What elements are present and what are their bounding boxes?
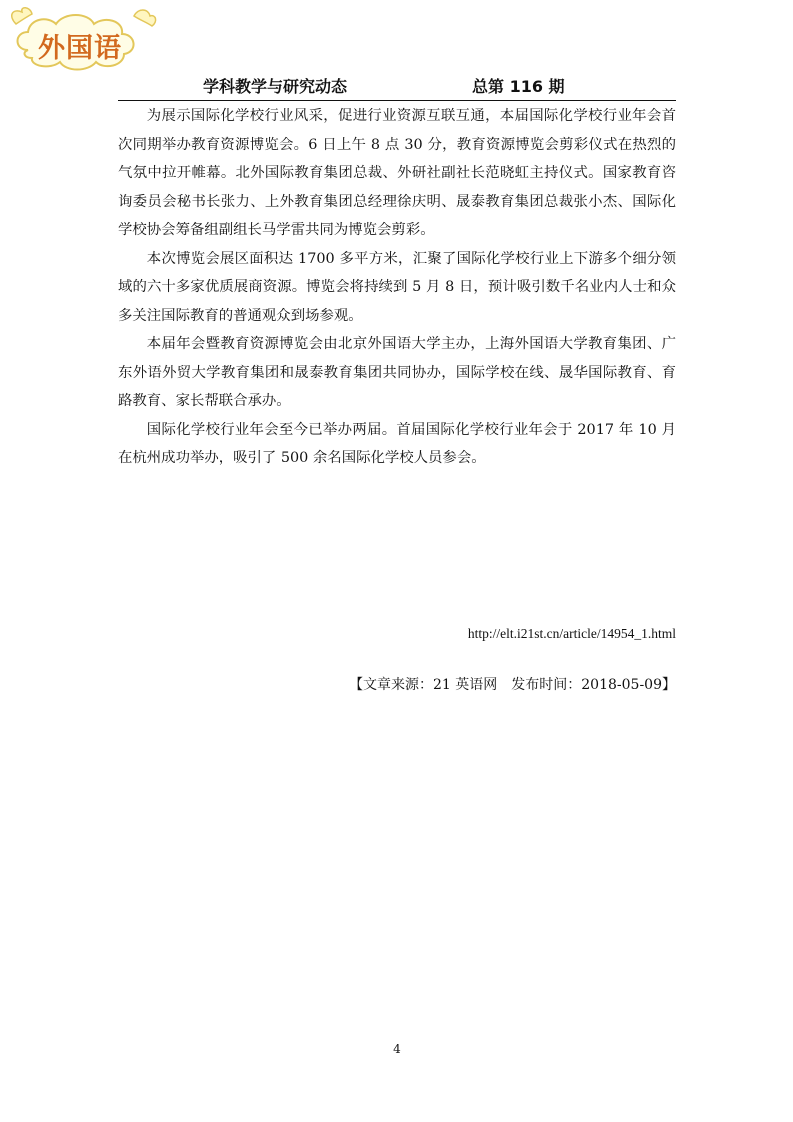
article-body xyxy=(118,102,676,473)
logo-text: 外国语 xyxy=(38,33,122,64)
paragraph: 本次博览会展区面积达 1700 多平方米，汇聚了国际化学校行业上下游多个细分领域的六十多家优质展商资源。博览会将持续到 5 月 8 日，预计吸引数千名业内人士和众多关注国际教育的普通观众到场参观。 xyxy=(118,250,676,324)
paragraph: 国际化学校行业年会至今已举办两届。首届国际化学校行业年会于 2017 年 10 月在杭州成功举办，吸引了 500 余名国际化学校人员参会。 xyxy=(118,421,676,466)
issue-number: 总第 116 期 xyxy=(472,77,565,96)
header-divider xyxy=(118,100,676,101)
source-url-link[interactable]: http://elt.i21st.cn/article/14954_1.html xyxy=(467,626,676,641)
logo xyxy=(8,6,158,78)
source-attribution: 【文章来源：21 英语网 发布时间：2018-05-09】 xyxy=(349,677,676,693)
page-header xyxy=(118,74,676,102)
newsletter-title: 学科教学与研究动态 xyxy=(203,77,348,96)
paragraph: 本届年会暨教育资源博览会由北京外国语大学主办，上海外国语大学教育集团、广东外语外贸大学教育集团和晟泰教育集团共同协办，国际学校在线、晟华国际教育、育路教育、家长帮联合承办。 xyxy=(118,336,676,409)
paragraph: 为展示国际化学校行业风采，促进行业资源互联互通，本届国际化学校行业年会首次同期举办教育资源博览会。6 日上午 8 点 30 分，教育资源博览会剪彩仪式在热烈的气氛中拉开帷幕。北外国际教育集团总裁、外研社副社长范晓虹主持仪式。国家教育咨询委员会秘书长张力、上外教育集团总经理徐庆明、晟泰教育集团总裁张小杰、国际化学校协会筹备组副组长马学雷共同为博览会剪彩。 xyxy=(118,108,676,238)
page-number: 4 xyxy=(393,1042,401,1056)
